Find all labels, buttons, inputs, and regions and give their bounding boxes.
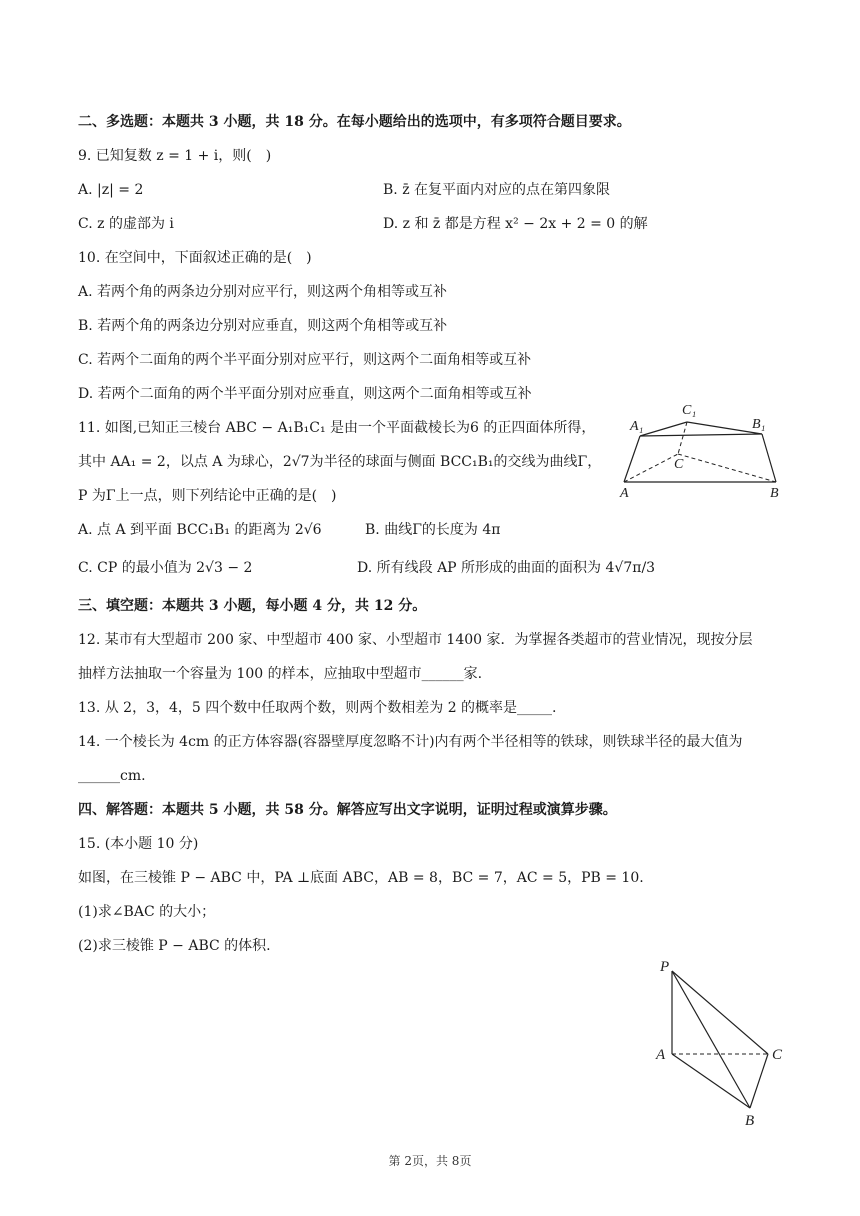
q10-stem: 10. 在空间中，下面叙述正确的是( ) [78, 250, 312, 266]
q15-title: 15. (本小题 10 分) [78, 836, 199, 852]
q11-option-c: C. CP 的最小值为 2√3 − 2 [78, 560, 253, 576]
q10-option-b: B. 若两个角的两条边分别对应垂直，则这两个角相等或互补 [78, 318, 448, 334]
q9-option-c: C. z 的虚部为 i [78, 216, 174, 232]
q15-part2: (2)求三棱锥 P − ABC 的体积. [78, 938, 271, 954]
q10-option-c: C. 若两个二面角的两个半平面分别对应平行，则这两个二面角相等或互补 [78, 352, 532, 368]
q12-line1: 12. 某市有大型超市 200 家、中型超市 400 家、小型超市 1400 家．为掌握各类超市的营业情况，现按分层 [78, 632, 753, 648]
q11-option-a: A. 点 A 到平面 BCC₁B₁ 的距离为 2√6 [78, 522, 322, 538]
q11-option-b: B. 曲线Γ的长度为 4π [365, 522, 501, 538]
q12-line2: 抽样方法抽取一个容量为 100 的样本，应抽取中型超市______家. [78, 666, 483, 682]
q15-part1: (1)求∠BAC 的大小； [78, 904, 216, 920]
q11-option-d: D. 所有线段 AP 所形成的曲面的面积为 4√7π/3 [357, 560, 656, 576]
q9-option-a: A. |z| = 2 [78, 182, 144, 198]
q11-stem-line2: 其中 AA₁ = 2，以点 A 为球心，2√7为半径的球面与侧面 BCC₁B₁的交线为曲线Γ， [78, 454, 602, 470]
page-footer: 第 2页，共 8页 [388, 1154, 472, 1168]
q9-option-d: D. z 和 z̄ 都是方程 x² − 2x + 2 = 0 的解 [383, 216, 648, 232]
label-a: A [656, 1047, 666, 1063]
frustum-figure [618, 396, 790, 502]
label-c1: C₁ [682, 403, 697, 418]
section3-heading: 三、填空题：本题共 3 小题，每小题 4 分，共 12 分。 [78, 598, 427, 614]
label-b: B [770, 486, 779, 501]
q15-stem: 如图，在三棱锥 P − ABC 中，PA ⊥底面 ABC，AB = 8，BC = 7，AC = 5，PB = 10. [78, 870, 644, 886]
q9-stem: 9. 已知复数 z = 1 + i，则( ) [78, 148, 272, 164]
q10-option-a: A. 若两个角的两条边分别对应平行，则这两个角相等或互补 [78, 284, 448, 300]
label-b: B [745, 1113, 755, 1129]
label-c: C [674, 457, 684, 472]
q10-option-d: D. 若两个二面角的两个半平面分别对应垂直，则这两个二面角相等或互补 [78, 386, 532, 402]
label-c: C [772, 1047, 783, 1063]
pyramid-figure [650, 955, 800, 1130]
label-p: P [660, 959, 670, 975]
q9-option-b: B. z̄ 在复平面内对应的点在第四象限 [383, 182, 611, 198]
q13-stem: 13. 从 2，3，4，5 四个数中任取两个数，则两个数相差为 2 的概率是_____. [78, 700, 557, 716]
q14-line1: 14. 一个棱长为 4cm 的正方体容器(容器壁厚度忽略不计)内有两个半径相等的铁球，则铁球半径的最大值为 [78, 734, 743, 750]
label-b1: B₁ [752, 417, 766, 432]
q11-stem-line3: P 为Γ上一点，则下列结论中正确的是( ) [78, 488, 337, 504]
label-a: A [620, 486, 629, 501]
q11-stem-line1: 11. 如图,已知正三棱台 ABC − A₁B₁C₁ 是由一个平面截棱长为6 的正四面体所得， [78, 420, 596, 436]
label-a1: A₁ [630, 419, 644, 434]
section4-heading: 四、解答题：本题共 5 小题，共 58 分。解答应写出文字说明，证明过程或演算步骤。 [78, 802, 617, 818]
section2-heading: 二、多选题：本题共 3 小题，共 18 分。在每小题给出的选项中，有多项符合题目要求。 [78, 114, 631, 130]
q14-line2: ______cm. [78, 768, 146, 784]
